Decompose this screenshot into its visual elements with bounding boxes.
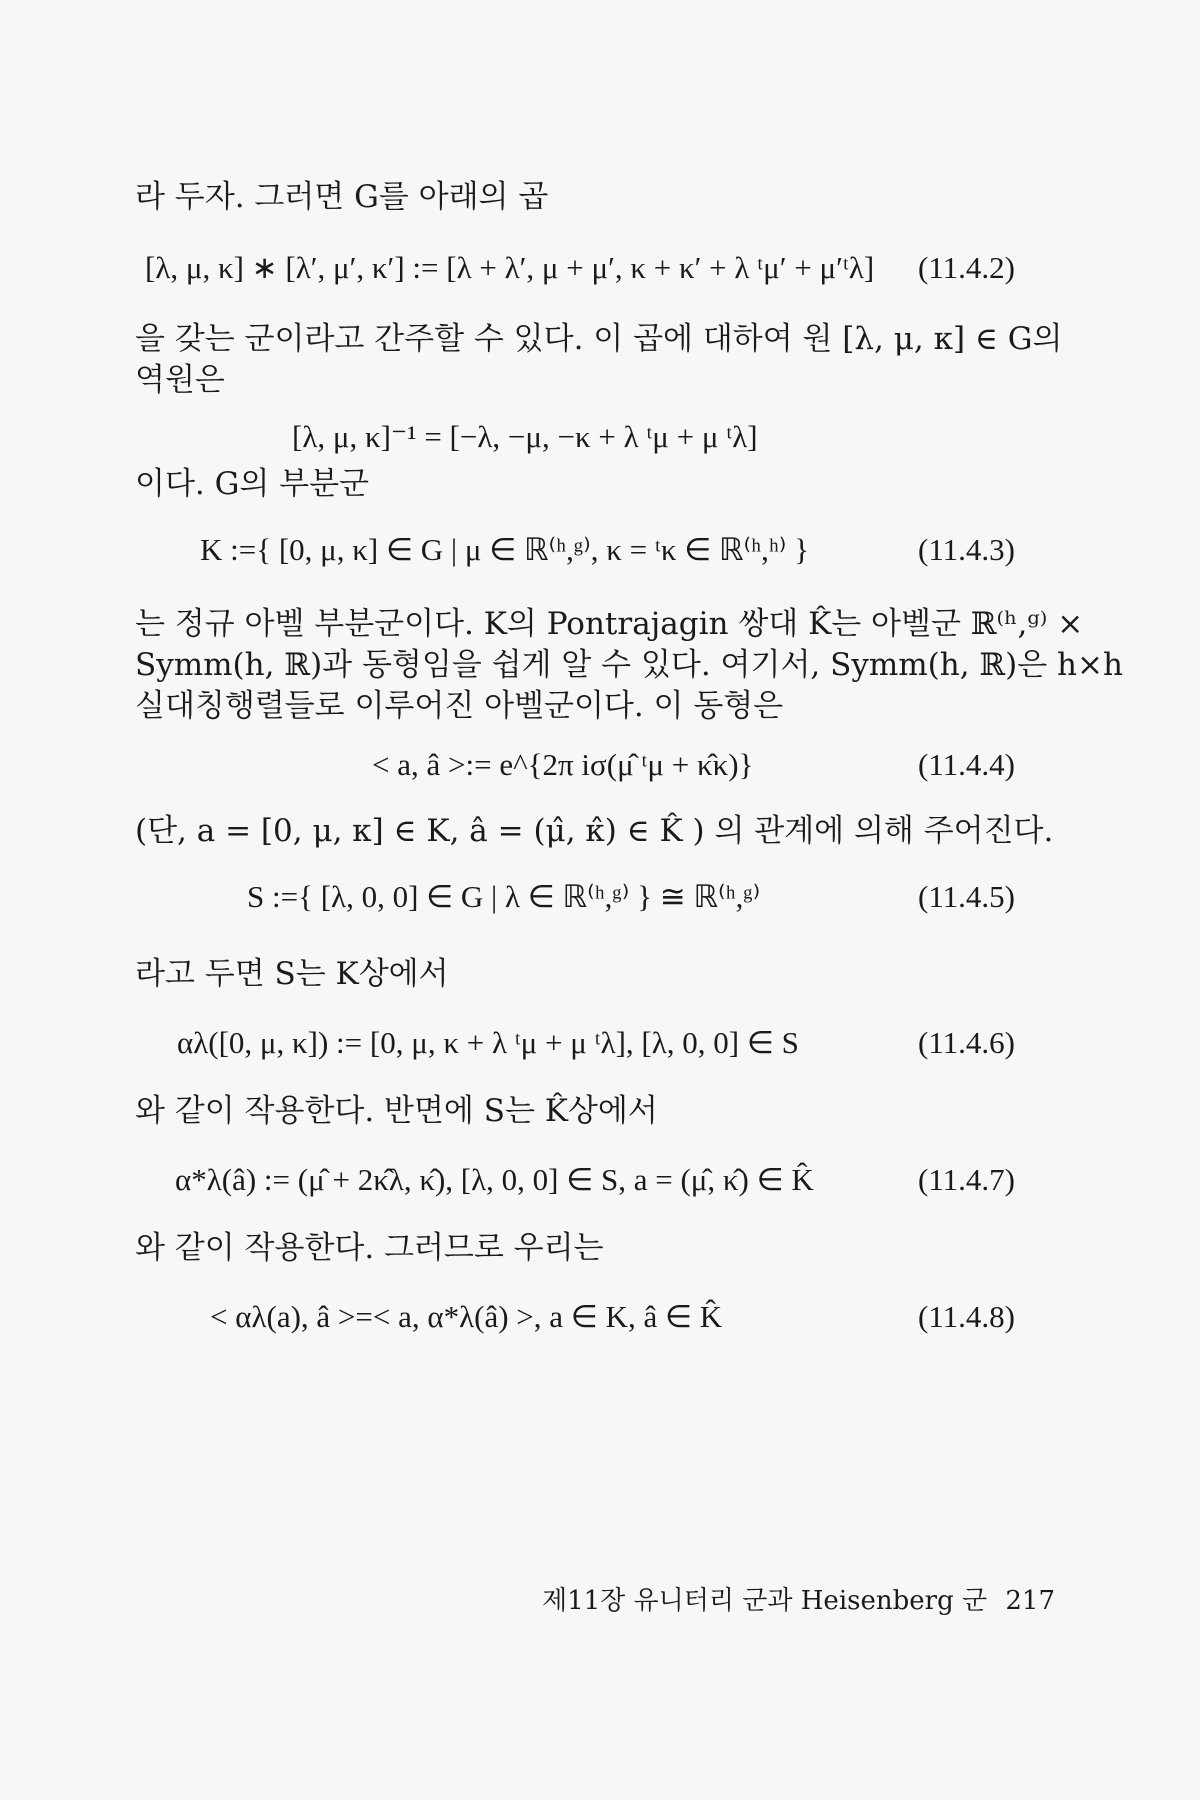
equation-body: α*λ(â) := (μ̂ + 2κ̂λ, κ̂), [λ, 0, 0] ∈ S, a = (μ̂, κ̂) ∈ K̂ [175,1162,814,1197]
equation-number: (11.4.5) [918,879,1015,914]
equation-number: (11.4.2) [918,250,1015,285]
equation-inverse [135,412,1015,462]
paragraph-s-on-k: 라고 두면 S는 K상에서 [135,956,449,992]
paragraph-normal-b: Symm(h, ℝ)과 동형임을 쉽게 알 수 있다. 여기서, Symm(h, ℝ)은 h×h [135,647,1123,683]
equation-number: (11.4.8) [918,1299,1015,1334]
equation-number: (11.4.4) [918,747,1015,782]
equation-11-4-7 [135,1155,1015,1205]
paragraph-normal-a: 는 정규 아벨 부분군이다. K의 Pontrajagin 쌍대 K̂는 아벨군 ℝ⁽ʰ,ᵍ⁾ × [135,606,1084,642]
paragraph-therefore: 와 같이 작용한다. 그러므로 우리는 [135,1230,604,1266]
running-head: 제11장 유니터리 군과 Heisenberg 군 [541,1586,988,1616]
equation-body: [λ, μ, κ]⁻¹ = [−λ, −μ, −κ + λ ᵗμ + μ ᵗλ] [292,419,758,454]
equation-number: (11.4.3) [918,532,1015,567]
paragraph-where: (단, a = [0, μ, κ] ∈ K, â = (μ̂, κ̂) ∈ K̂ ) 의 관계에 의해 주어진다. [135,813,1054,849]
paragraph-s-on-khat: 와 같이 작용한다. 반면에 S는 K̂상에서 [135,1093,658,1129]
equation-11-4-6 [135,1018,1015,1068]
equation-11-4-5 [135,872,1015,922]
equation-11-4-3 [135,525,1015,575]
equation-body: S :={ [λ, 0, 0] ∈ G | λ ∈ ℝ⁽ʰ,ᵍ⁾ } ≅ ℝ⁽ʰ,ᵍ⁾ [247,879,761,914]
equation-number: (11.4.6) [918,1025,1015,1060]
equation-11-4-4 [135,740,1015,790]
page-number: 217 [1005,1586,1055,1616]
page-footer [532,1580,1055,1617]
equation-number: (11.4.7) [918,1162,1015,1197]
paragraph-subgroup: 이다. G의 부분군 [135,466,370,502]
paragraph-group-b: 역원은 [135,362,225,398]
equation-11-4-2 [135,243,1015,293]
equation-body: < a, â >:= e^{2π iσ(μ̂ ᵗμ + κ̂κ)} [372,747,754,782]
equation-11-4-8 [135,1292,1015,1342]
paragraph-group-a: 을 갖는 군이라고 간주할 수 있다. 이 곱에 대하여 원 [λ, μ, κ] ∈ G의 [135,321,1063,357]
paragraph-normal-c: 실대칭행렬들로 이루어진 아벨군이다. 이 동형은 [135,688,784,724]
equation-body: K :={ [0, μ, κ] ∈ G | μ ∈ ℝ⁽ʰ,ᵍ⁾, κ = ᵗκ ∈ ℝ⁽ʰ,ʰ⁾ } [200,532,810,567]
paragraph-intro: 라 두자. 그러면 G를 아래의 곱 [135,179,549,215]
equation-body: αλ([0, μ, κ]) := [0, μ, κ + λ ᵗμ + μ ᵗλ], [λ, 0, 0] ∈ S [177,1025,799,1060]
equation-body: < αλ(a), â >=< a, α*λ(â) >, a ∈ K, â ∈ K̂ [210,1299,723,1334]
equation-body: [λ, μ, κ] ∗ [λ′, μ′, κ′] := [λ + λ′, μ + μ′, κ + κ′ + λ ᵗμ′ + μ′ᵗλ] [145,250,875,285]
